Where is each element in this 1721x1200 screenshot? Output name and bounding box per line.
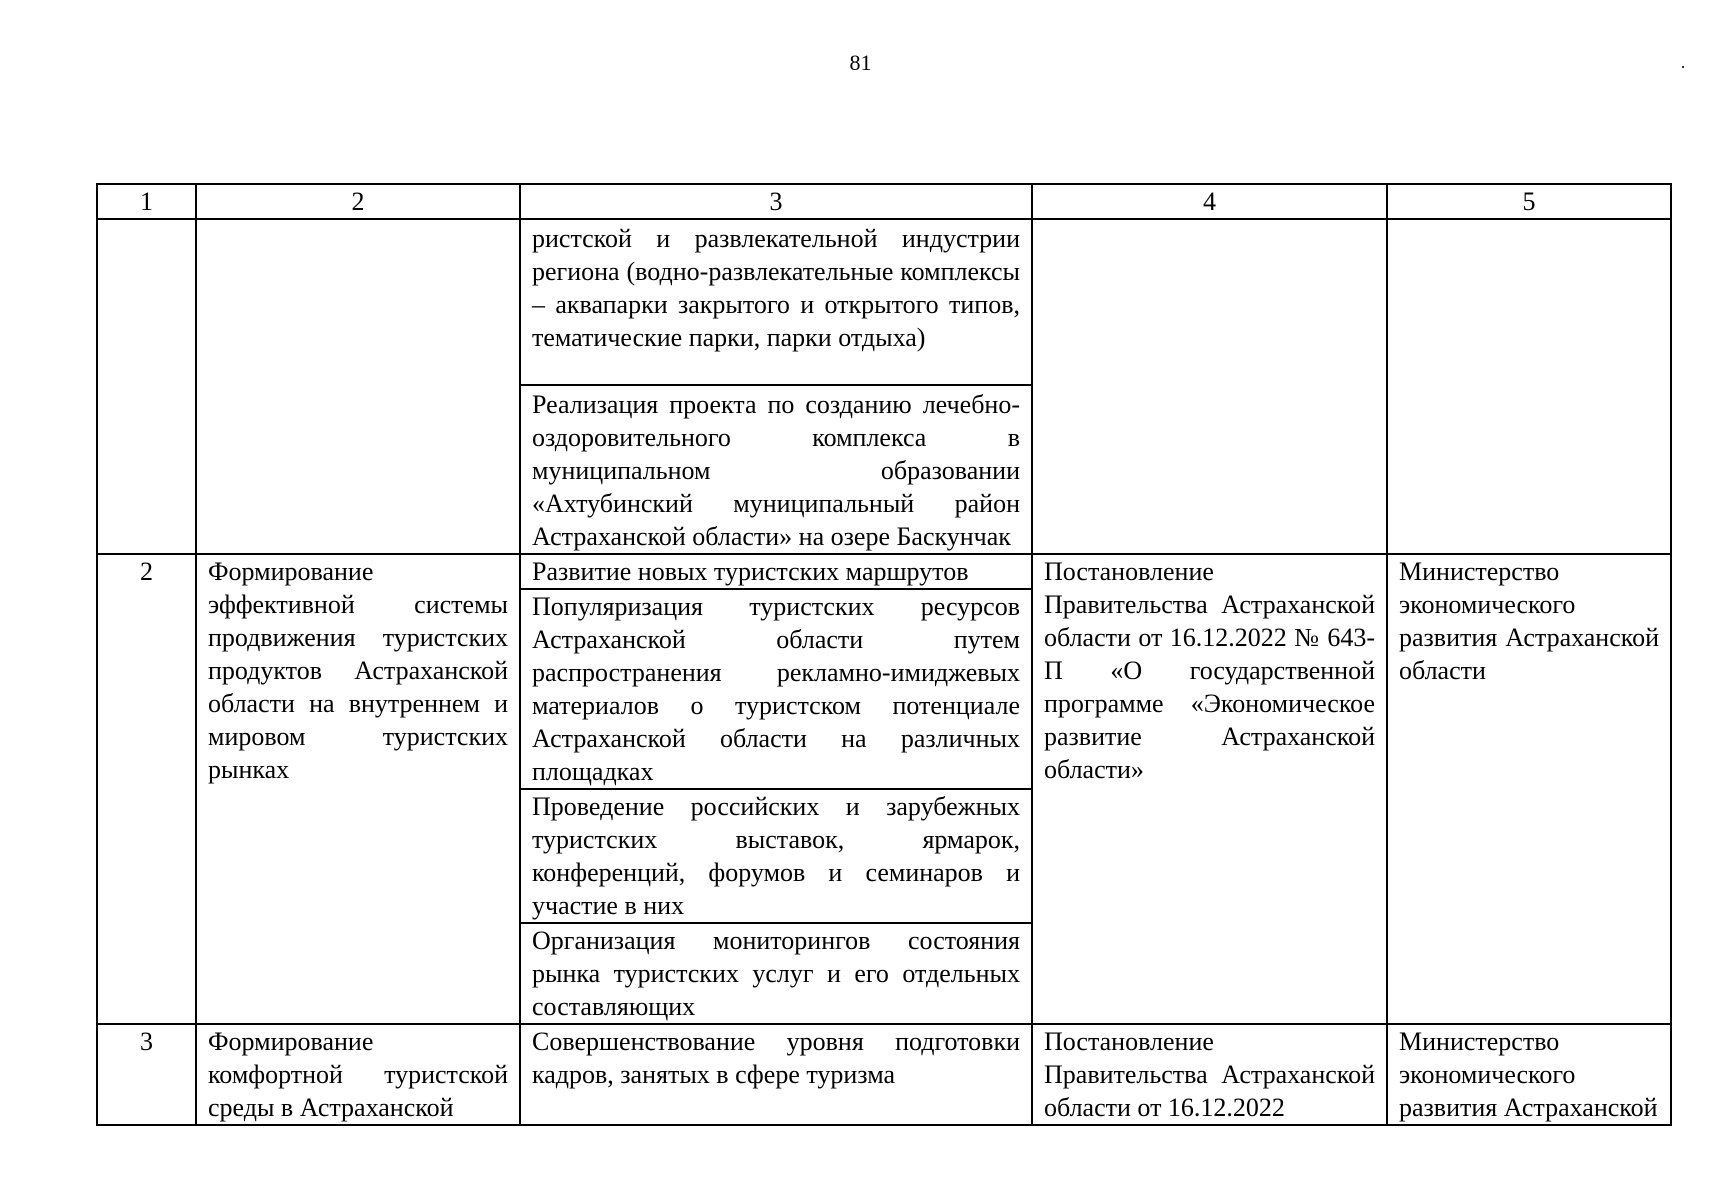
cell-executor: Министерство экономического развития Астраханской bbox=[1387, 1024, 1671, 1125]
cell-executor: Министерство экономического развития Астраханской области bbox=[1387, 554, 1671, 1024]
cell-document: Постановление Правительства Астраханской области от 16.12.2022 № 643-П «О государственной программе «Экономическое развитие Астраханской области» bbox=[1032, 554, 1387, 1024]
cell-activity: ристской и развлекательной индустрии региона (водно-развлекательные комплексы – аквапарки закрытого и открытого типов, тематические парки, парки отдыха) bbox=[520, 219, 1032, 385]
table-row bbox=[97, 554, 1671, 589]
cell-task: Формирование эффективной системы продвижения туристских продуктов Астраханской области на внутреннем и мировом туристских рынках bbox=[196, 554, 520, 1024]
header-row bbox=[97, 184, 1671, 219]
cell-activity: Реализация проекта по созданию лечебно-оздоровительного комплекса в муниципальном образовании «Ахтубинский муниципальный район Астраханской области» на озере Баскунчак bbox=[520, 385, 1032, 554]
cell-activity: Совершенствование уровня подготовки кадров, занятых в сфере туризма bbox=[520, 1024, 1032, 1125]
cell-num-empty bbox=[97, 219, 196, 554]
header-col-4: 4 bbox=[1032, 184, 1387, 219]
cell-activity: Популяризация туристских ресурсов Астраханской области путем распространения рекламно-имиджевых материалов о туристском потенциале Астраханской области на различных площадках bbox=[520, 589, 1032, 789]
table-row bbox=[97, 219, 1671, 385]
cell-activity: Развитие новых туристских маршрутов bbox=[520, 554, 1032, 589]
cell-task: Формирование комфортной туристской среды в Астраханской bbox=[196, 1024, 520, 1125]
page-number: 81 bbox=[849, 50, 872, 75]
scan-speck bbox=[1682, 66, 1684, 68]
cell-row-number: 2 bbox=[97, 554, 196, 1024]
cell-task-empty bbox=[196, 219, 520, 554]
header-col-5: 5 bbox=[1387, 184, 1671, 219]
cell-activity: Организация мониторингов состояния рынка туристских услуг и его отдельных составляющих bbox=[520, 923, 1032, 1024]
header-col-1: 1 bbox=[97, 184, 196, 219]
cell-executor-empty bbox=[1387, 219, 1671, 554]
cell-row-number: 3 bbox=[97, 1024, 196, 1125]
cell-activity: Проведение российских и зарубежных туристских выставок, ярмарок, конференций, форумов и семинаров и участие в них bbox=[520, 789, 1032, 923]
program-table bbox=[96, 183, 1672, 1126]
header-col-2: 2 bbox=[196, 184, 520, 219]
table-row bbox=[97, 1024, 1671, 1125]
cell-document: Постановление Правительства Астраханской области от 16.12.2022 bbox=[1032, 1024, 1387, 1125]
header-col-3: 3 bbox=[520, 184, 1032, 219]
cell-document-empty bbox=[1032, 219, 1387, 554]
